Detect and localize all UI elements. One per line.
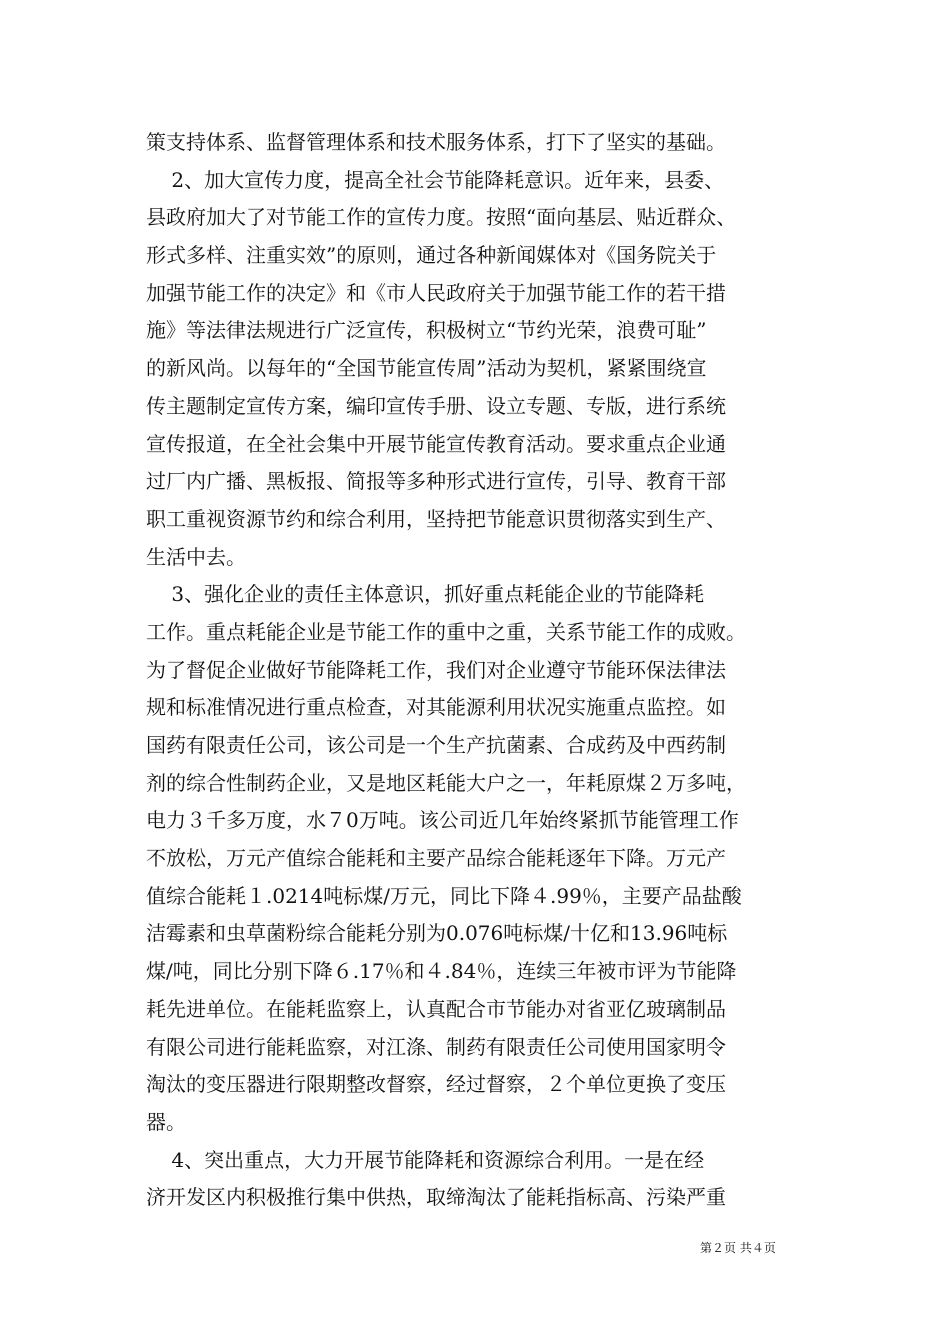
text-line: 为了督促企业做好节能降耗工作，我们对企业遵守节能环保法律法 xyxy=(146,657,726,682)
text-line: 电力３千多万度，水７0万吨。该公司近几年始终紧抓节能管理工作 xyxy=(146,808,739,833)
text-line: 加强节能工作的决定》和《市人民政府关于加强节能工作的若干措 xyxy=(146,280,726,305)
document-body xyxy=(146,124,826,1217)
text-line: 淘汰的变压器进行限期整改督察，经过督察，２个单位更换了变压 xyxy=(146,1072,726,1097)
text-line: 过厂内广播、黑板报、简报等多种形式进行宣传，引导、教育干部 xyxy=(146,469,726,494)
text-line: 2、加大宣传力度，提高全社会节能降耗意识。近年来，县委、 xyxy=(146,167,725,192)
text-line: 规和标准情况进行重点检查，对其能源利用状况实施重点监控。如 xyxy=(146,695,726,720)
text-line: 值综合能耗１.0214吨标煤/万元，同比下降４.99％，主要产品盐酸 xyxy=(146,883,742,908)
text-line: 器。 xyxy=(146,1109,186,1134)
text-line: 4、突出重点，大力开展节能降耗和资源综合利用。一是在经 xyxy=(146,1147,705,1172)
text-line: 的新风尚。以每年的“全国节能宣传周”活动为契机，紧紧围绕宣 xyxy=(146,356,707,381)
text-line: 剂的综合性制药企业，又是地区耗能大户之一，年耗原煤２万多吨， xyxy=(146,770,746,795)
text-line: 不放松，万元产值综合能耗和主要产品综合能耗逐年下降。万元产 xyxy=(146,846,726,871)
text-line: 耗先进单位。在能耗监察上，认真配合市节能办对省亚亿玻璃制品 xyxy=(146,996,726,1021)
text-line: 形式多样、注重实效”的原则，通过各种新闻媒体对《国务院关于 xyxy=(146,243,717,268)
text-line: 宣传报道，在全社会集中开展节能宣传教育活动。要求重点企业通 xyxy=(146,431,726,456)
text-line: 有限公司进行能耗监察，对江涤、制药有限责任公司使用国家明令 xyxy=(146,1034,726,1059)
text-line: 国药有限责任公司，该公司是一个生产抗菌素、合成药及中西药制 xyxy=(146,733,726,757)
text-line: 县政府加大了对节能工作的宣传力度。按照“面向基层、贴近群众、 xyxy=(146,205,737,230)
text-line: 洁霉素和虫草菌粉综合能耗分别为0.076吨标煤/十亿和13.96吨标 xyxy=(146,921,728,946)
text-line: 职工重视资源节约和综合利用，坚持把节能意识贯彻落实到生产、 xyxy=(146,506,726,531)
text-line: 济开发区内积极推行集中供热，取缔淘汰了能耗指标高、污染严重 xyxy=(146,1185,726,1210)
text-line: 传主题制定宣传方案，编印宣传手册、设立专题、专版，进行系统 xyxy=(146,393,726,418)
text-line: 策支持体系、监督管理体系和技术服务体系，打下了坚实的基础。 xyxy=(146,130,726,154)
text-line: 施》等法律法规进行广泛宣传，积极树立“节约光荣，浪费可耻” xyxy=(146,318,707,343)
text-line: 工作。重点耗能企业是节能工作的重中之重，关系节能工作的成败。 xyxy=(146,619,746,644)
text-line: 3、强化企业的责任主体意识，抓好重点耗能企业的节能降耗 xyxy=(146,582,705,607)
text-line: 生活中去。 xyxy=(146,544,246,569)
text-line: 煤/吨，同比分别下降６.17％和４.84％，连续三年被市评为节能降 xyxy=(146,959,737,984)
page-number-footer: 第２页 共４页 xyxy=(700,1241,776,1255)
